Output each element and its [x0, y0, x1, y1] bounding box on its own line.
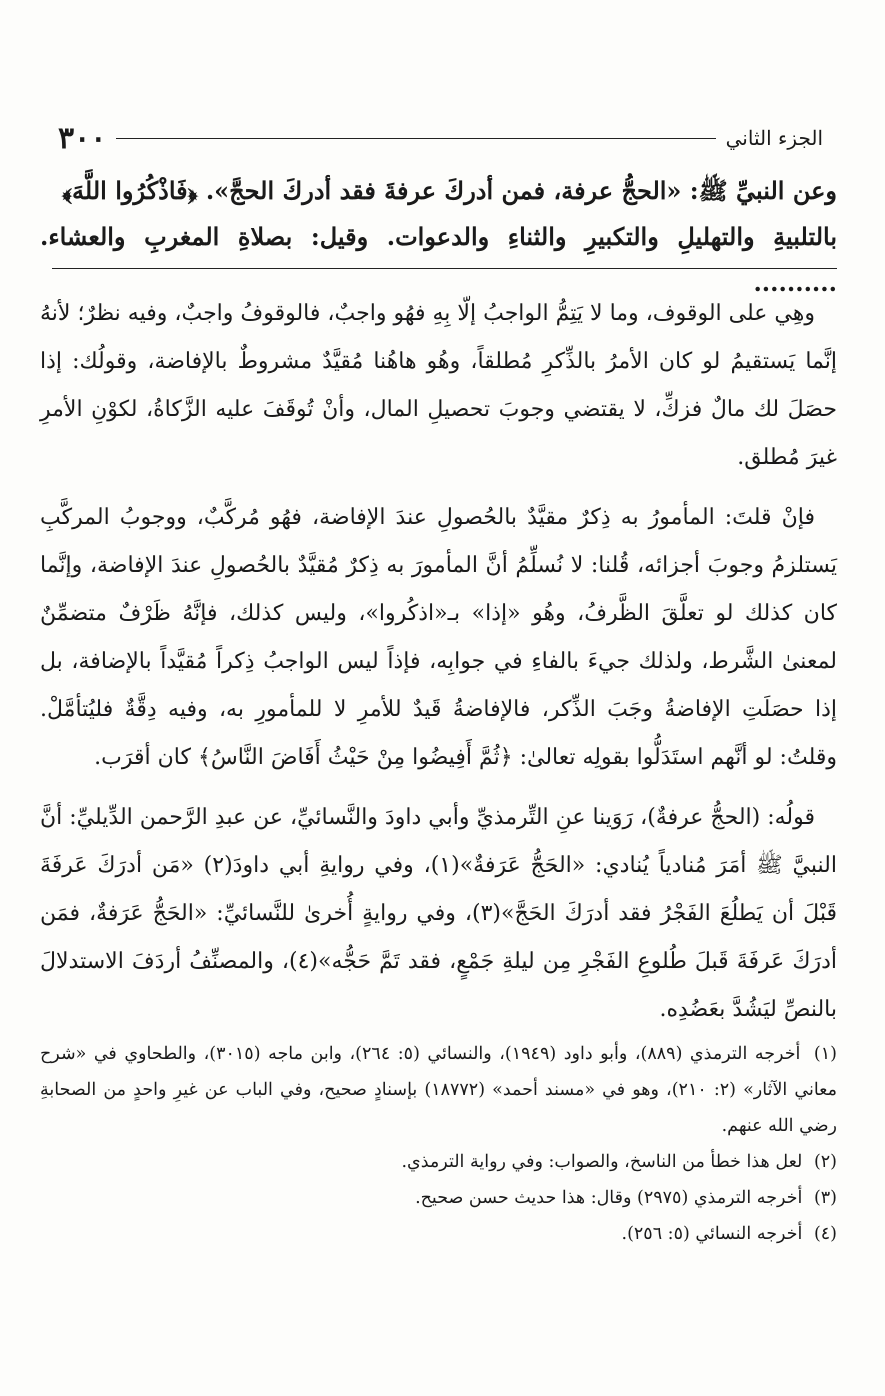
matn-line: وعن النبيِّ ﷺ: «الحجُّ عرفة، فمن أدركَ عرفةَ فقد أدركَ الحجَّ». ﴿فَاذْكُرُوا اللَّهَ﴾ — [62, 176, 837, 205]
footnote-text: أخرجه الترمذي (٨٨٩)، وأبو داود (١٩٤٩)، والنسائي (٥: ٢٦٤)، وابن ماجه (٣٠١٥)، والطحاوي في «شرح معاني الآثار» (٢: ٢١٠)، وهو في «مسند أحمد» (١٨٧٧٢) بإسنادٍ صحيح، وفي الباب عن غيرِ واحدٍ من الصحابةِ رضي الله عنهم. — [40, 1044, 837, 1136]
footnote — [40, 1216, 837, 1252]
page-number: ٣٠٠ — [58, 120, 107, 156]
footnote-number: (١) — [813, 1044, 837, 1064]
commentary-body — [40, 290, 837, 1046]
footnote-number: (٤) — [813, 1224, 837, 1244]
footnote — [40, 1036, 837, 1144]
footnote-number: (٣) — [813, 1188, 837, 1208]
header-rule — [116, 138, 715, 139]
paragraph: قولُه: (الحجُّ عرفةٌ)، رَوَينا عنِ التِّرمذيِّ وأبي داودَ والنَّسائيِّ، عن عبدِ الرَّحمن الدِّيليِّ: أنَّ النبيَّ ﷺ أمَرَ مُنادياً يُنادي: «الحَجُّ عَرَفةٌ»(١)، وفي روايةِ أبي داودَ(٢) «مَن أدرَكَ عَرفَةَ قَبْلَ أن يَطلُعَ الفَجْرُ فقد أدرَكَ الحَجَّ»(٣)، وفي روايةٍ أُخرىٰ للنَّسائيِّ: «الحَجُّ عَرَفةٌ، فمَن أدرَكَ عَرفَةَ قَبلَ طُلوعِ الفَجْرِ مِن ليلةِ جَمْعٍ، فقد تَمَّ حَجُّه»(٤)، والمصنِّفُ أردَفَ الاستدلالَ بالنصِّ ليَشُدَّ بعَضُدِه. — [40, 805, 837, 1022]
matn-text — [40, 168, 837, 306]
footnote — [40, 1180, 837, 1216]
page-header — [40, 118, 837, 158]
footnotes — [40, 1036, 837, 1252]
footnote-text: لعل هذا خطأ من الناسخ، والصواب: وفي رواية الترمذي. — [401, 1152, 803, 1172]
paragraph: وهِي على الوقوف، وما لا يَتِمُّ الواجبُ إلّا بِهِ فهُو واجبٌ، فالوقوفُ واجبٌ، وفيه نظرٌ؛ لأنهُ إنَّما يَستقيمُ لو كان الأمرُ بالذِّكرِ مُطلقاً، وهُو هاهُنا مُقيَّدٌ مشروطٌ بالإفاضة، وقولُك: إذا حصَلَ لك مالٌ فزكِّ، لا يقتضي وجوبَ تحصيلِ المال، وأنْ تُوقَفَ عليه الزَّكاةُ، لكوْنِ الأمرِ غيرَ مُطلق. — [40, 301, 837, 470]
footnote-text: أخرجه النسائي (٥: ٢٥٦). — [621, 1224, 803, 1244]
footnote-number: (٢) — [813, 1152, 837, 1172]
footnote — [40, 1144, 837, 1180]
part-label: الجزء الثاني — [725, 126, 823, 150]
paragraph: فإنْ قلتَ: المأمورُ به ذِكرٌ مقيَّدٌ بالحُصولِ عندَ الإفاضة، فهُو مُركَّبٌ، ووجوبُ المركَّبِ يَستلزمُ وجوبَ أجزائه، قُلنا: لا نُسلِّمُ أنَّ المأمورَ به ذِكرٌ مُقيَّدٌ بالحُصولِ عندَ الإفاضة، وإنَّما كان كذلك لو تعلَّقَ الظَّرفُ، وهُو «إذا» بـ«اذكُروا»، وليس كذلك، فإنَّهُ ظَرْفٌ متضمِّنٌ لمعنىٰ الشَّرط، ولذلك جيءَ بالفاءِ في جوابِه، فإذاً ليس الواجبُ ذِكراً مُقيَّداً بالإضافة، بل إذا حصَلَتِ الإفاضةُ وجَبَ الذِّكر، فالإفاضةُ قَيدٌ للأمرِ لا للمأمورِ به، وفيه دِقَّةٌ فليُتأمَّلْ. وقلتُ: لو أنَّهم استَدَلُّوا بقولِه تعالىٰ: ﴿ثُمَّ أَفِيضُوا مِنْ حَيْثُ أَفَاضَ النَّاسُ﴾ كان أقرَب. — [40, 505, 837, 770]
matn-separator — [52, 268, 837, 269]
matn-line: بالتلبيةِ والتهليلِ والتكبيرِ والثناءِ والدعوات. وقيل: بصلاةِ المغربِ والعشاء. .......... — [40, 222, 837, 297]
footnote-text: أخرجه الترمذي (٢٩٧٥) وقال: هذا حديث حسن صحيح. — [415, 1188, 803, 1208]
